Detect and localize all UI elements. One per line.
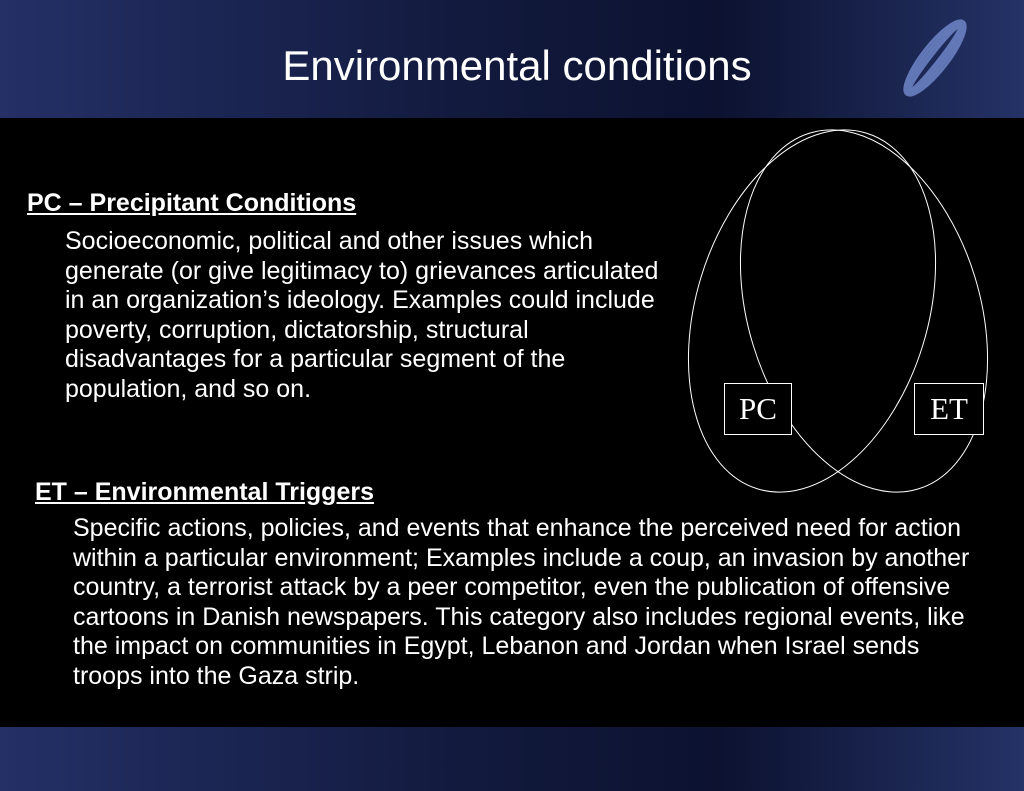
pc-description: Socioeconomic, political and other issues which generate (or give legitimacy to) grievances articulated in an organization’s ideology. Examples could include poverty, corruption, dictatorship, structural disadvantages for a particular segment of the population, and so on. xyxy=(65,227,659,403)
pc-heading: PC – Precipitant Conditions xyxy=(27,189,357,217)
logo-icon xyxy=(885,12,985,104)
ellipses-graphic xyxy=(680,125,1000,505)
pc-label-box: PC xyxy=(724,383,792,435)
et-ellipse xyxy=(699,125,1000,505)
pc-ellipse xyxy=(680,125,977,505)
et-label-box: ET xyxy=(914,383,984,435)
et-description: Specific actions, policies, and events that enhance the perceived need for action within a particular environment; Examples include a coup, an invasion by another country, a terrorist attack by a peer competitor, even the publication of offensive cartoons in Danish newspapers. This category also includes regional events, like the impact on communities in Egypt, Lebanon and Jordan when Israel sends troops into the Gaza strip. xyxy=(73,514,970,690)
slide-title: Environmental conditions xyxy=(282,42,752,89)
et-heading: ET – Environmental Triggers xyxy=(35,478,374,506)
footer-band xyxy=(0,727,1024,791)
overlap-diagram xyxy=(680,125,1000,505)
